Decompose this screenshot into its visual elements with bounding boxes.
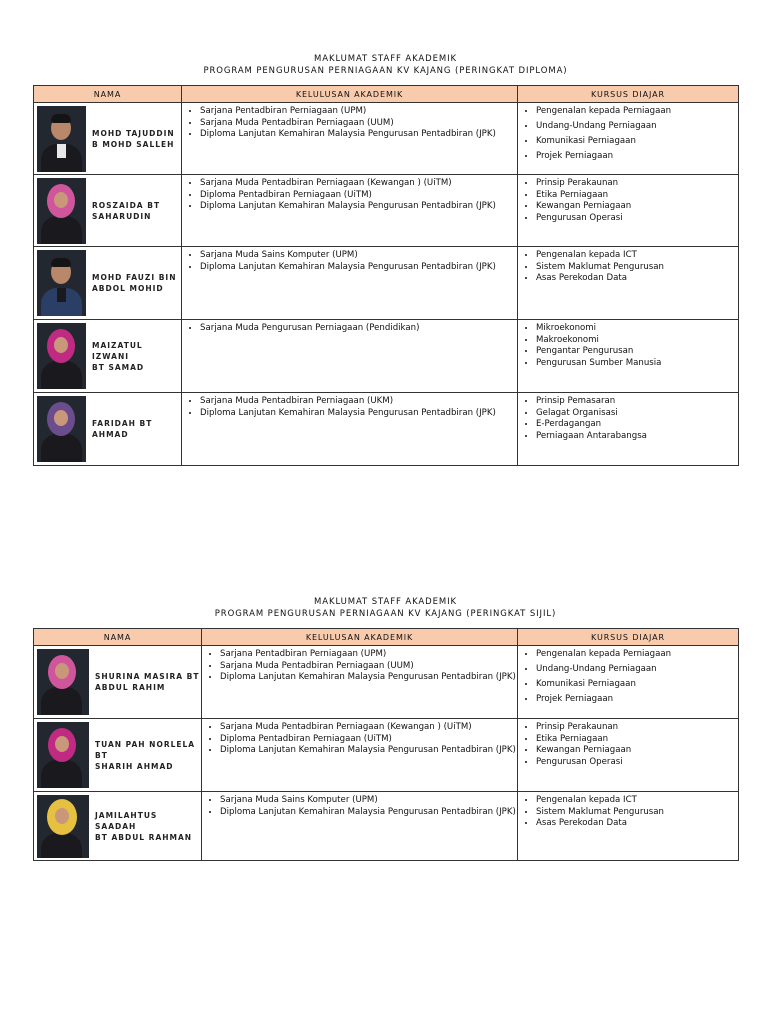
kelulusan-list [202,722,517,757]
list-item: • Gelagat Organisasi [536,408,738,420]
kelulusan-list [202,795,517,818]
kursus-list [518,795,738,830]
list-item: • Kewangan Perniagaan [536,745,738,757]
list-item: • Sarjana Muda Pentadbiran Perniagaan (Kewangan ) (UiTM) [200,178,517,190]
staff-photo [37,649,89,715]
kursus-cell [518,320,739,393]
name-cell [34,320,182,393]
list-item: • Pengenalan kepada ICT [536,795,738,807]
list-item: • Diploma Lanjutan Kemahiran Malaysia Pengurusan Pentadbiran (JPK) [200,201,517,213]
kursus-list [518,178,738,224]
kelulusan-list [182,106,517,141]
list-item: • Komunikasi Perniagaan [536,679,738,691]
list-item: • Prinsip Perakaunan [536,178,738,190]
kursus-list [518,722,738,768]
table-row [34,393,739,466]
header-nama: NAMA [34,86,182,103]
staff-name: MAIZATUL IZWANI BT SAMAD [92,340,145,372]
kursus-list [518,323,738,369]
kelulusan-cell [182,103,518,175]
name-cell [34,792,202,861]
list-item: • Diploma Pentadbiran Perniagaan (UiTM) [200,190,517,202]
kelulusan-list [182,250,517,273]
name-cell [34,393,182,466]
staff-photo [37,722,89,788]
kursus-list [518,649,738,706]
sijil-staff-section [33,596,738,861]
list-item: • Diploma Lanjutan Kemahiran Malaysia Pengurusan Pentadbiran (JPK) [220,807,517,819]
table-row [34,175,739,247]
kursus-cell [518,719,739,792]
staff-name: MOHD FAUZI BIN ABDOL MOHID [92,273,177,293]
kursus-cell [518,646,739,719]
list-item: • E-Perdagangan [536,419,738,431]
list-item: • Pengurusan Operasi [536,757,738,769]
table-row [34,719,739,792]
staff-photo [37,250,86,316]
table-row [34,792,739,861]
list-item: • Projek Perniagaan [536,151,738,163]
list-item: • Pengenalan kepada ICT [536,250,738,262]
list-item: • Diploma Lanjutan Kemahiran Malaysia Pengurusan Pentadbiran (JPK) [200,262,517,274]
staff-name: FARIDAH BT AHMAD [92,419,153,439]
list-item: • Kewangan Perniagaan [536,201,738,213]
list-item: • Sarjana Pentadbiran Perniagaan (UPM) [200,106,517,118]
list-item: • Pengantar Pengurusan [536,346,738,358]
staff-name: MOHD TAJUDDIN B MOHD SALLEH [92,128,175,149]
section-title [33,596,738,620]
list-item: • Pengenalan kepada Perniagaan [536,649,738,661]
staff-photo [37,323,86,389]
list-item: • Sarjana Muda Pentadbiran Perniagaan (UUM) [200,118,517,130]
list-item: • Projek Perniagaan [536,694,738,706]
list-item: • Sarjana Pentadbiran Perniagaan (UPM) [220,649,517,661]
list-item: • Perniagaan Antarabangsa [536,431,738,443]
sijil-staff-table [33,628,739,861]
list-item: • Komunikasi Perniagaan [536,136,738,148]
name-cell [34,247,182,320]
kelulusan-list [182,178,517,213]
kelulusan-list [182,323,517,335]
staff-photo [37,106,86,172]
kelulusan-cell [202,719,518,792]
kursus-list [518,106,738,163]
list-item: • Diploma Pentadbiran Perniagaan (UiTM) [220,734,517,746]
kelulusan-list [182,396,517,419]
header-kelulusan: KELULUSAN AKADEMIK [202,629,518,646]
list-item: • Sarjana Muda Pentadbiran Perniagaan (UUM) [220,661,517,673]
kursus-cell [518,393,739,466]
kelulusan-cell [182,320,518,393]
title-line-2: PROGRAM PENGURUSAN PERNIAGAAN KV KAJANG (PERINGKAT SIJIL) [214,609,557,619]
list-item: • Undang-Undang Perniagaan [536,664,738,676]
title-line-1: MAKLUMAT STAFF AKADEMIK [314,597,457,607]
staff-name: ROSZAIDA BT SAHARUDIN [92,200,161,221]
kelulusan-cell [182,175,518,247]
list-item: • Makroekonomi [536,335,738,347]
list-item: • Diploma Lanjutan Kemahiran Malaysia Pengurusan Pentadbiran (JPK) [200,129,517,141]
table-row [34,320,739,393]
list-item: • Pengurusan Operasi [536,213,738,225]
list-item: • Diploma Lanjutan Kemahiran Malaysia Pengurusan Pentadbiran (JPK) [200,408,517,420]
diploma-staff-table [33,85,739,466]
list-item: • Sarjana Muda Sains Komputer (UPM) [200,250,517,262]
staff-photo [37,396,86,462]
list-item: • Prinsip Perakaunan [536,722,738,734]
table-row [34,646,739,719]
list-item: • Diploma Lanjutan Kemahiran Malaysia Pengurusan Pentadbiran (JPK) [220,672,517,684]
staff-name: SHURINA MASIRA BT ABDUL RAHIM [95,672,200,692]
kursus-list [518,396,738,442]
kursus-cell [518,247,739,320]
section-title [33,53,738,77]
table-row [34,247,739,320]
kursus-cell [518,175,739,247]
kursus-cell [518,103,739,175]
title-line-2: PROGRAM PENGURUSAN PERNIAGAAN KV KAJANG (PERINGKAT DIPLOMA) [203,66,568,76]
table-header-row [34,629,739,646]
kelulusan-cell [202,646,518,719]
list-item: • Undang-Undang Perniagaan [536,121,738,133]
list-item: • Etika Perniagaan [536,734,738,746]
list-item: • Sarjana Muda Pentadbiran Perniagaan (UKM) [200,396,517,408]
staff-name: JAMILAHTUS SAADAH BT ABDUL RAHMAN [95,810,193,842]
list-item: • Pengurusan Sumber Manusia [536,358,738,370]
list-item: • Sarjana Muda Pentadbiran Perniagaan (Kewangan ) (UiTM) [220,722,517,734]
list-item: • Sarjana Muda Pengurusan Perniagaan (Pendidikan) [200,323,517,335]
list-item: • Etika Perniagaan [536,190,738,202]
list-item: • Pengenalan kepada Perniagaan [536,106,738,118]
list-item: • Diploma Lanjutan Kemahiran Malaysia Pengurusan Pentadbiran (JPK) [220,745,517,757]
header-nama: NAMA [34,629,202,646]
kelulusan-list [202,649,517,684]
kursus-list [518,250,738,285]
list-item: • Asas Perekodan Data [536,273,738,285]
header-kelulusan: KELULUSAN AKADEMIK [182,86,518,103]
staff-photo [37,795,89,858]
title-line-1: MAKLUMAT STAFF AKADEMIK [314,54,457,64]
list-item: • Sarjana Muda Sains Komputer (UPM) [220,795,517,807]
kelulusan-cell [182,393,518,466]
list-item: • Asas Perekodan Data [536,818,738,830]
kursus-cell [518,792,739,861]
list-item: • Sistem Maklumat Pengurusan [536,807,738,819]
list-item: • Sistem Maklumat Pengurusan [536,262,738,274]
kelulusan-cell [202,792,518,861]
name-cell [34,103,182,175]
list-item: • Mikroekonomi [536,323,738,335]
header-kursus: KURSUS DIAJAR [518,86,739,103]
name-cell [34,175,182,247]
staff-photo [37,178,86,244]
diploma-staff-section [33,53,738,466]
list-item: • Prinsip Pemasaran [536,396,738,408]
staff-name: TUAN PAH NORLELA BT SHARIH AHMAD [95,739,196,771]
table-header-row [34,86,739,103]
name-cell [34,719,202,792]
table-row [34,103,739,175]
header-kursus: KURSUS DIAJAR [518,629,739,646]
name-cell [34,646,202,719]
kelulusan-cell [182,247,518,320]
